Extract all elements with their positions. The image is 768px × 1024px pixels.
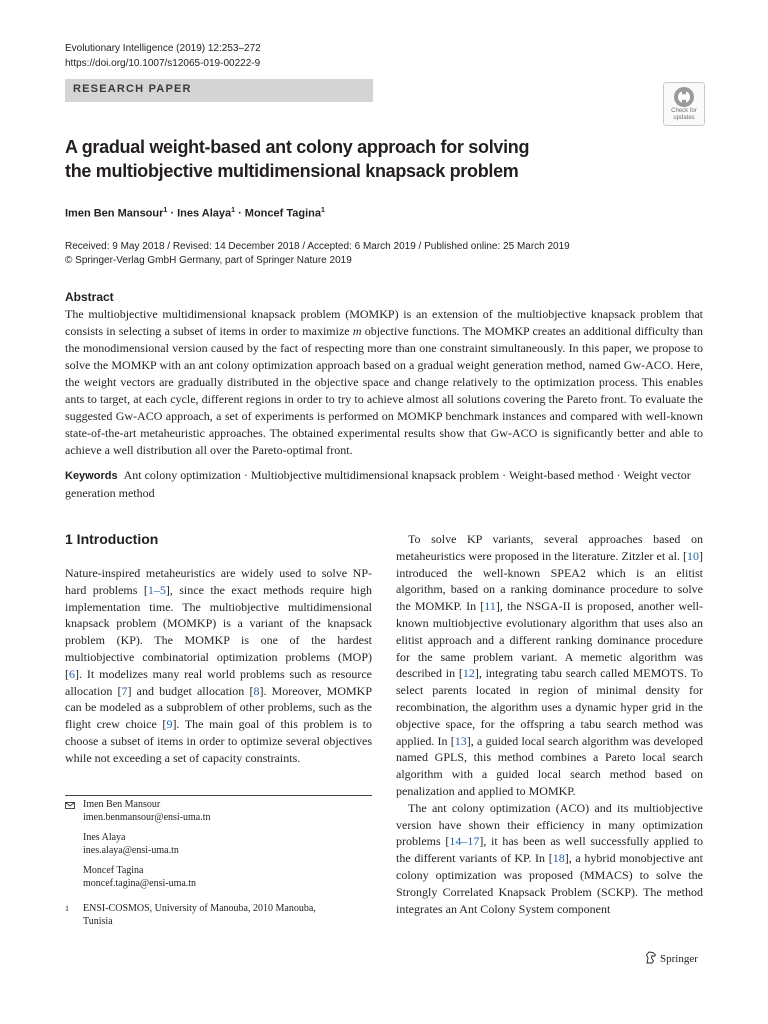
author-name: Ines Alaya xyxy=(177,207,232,220)
author-name: Imen Ben Mansour xyxy=(65,207,164,220)
citation-link[interactable]: 18 xyxy=(552,851,565,866)
section-heading-introduction: 1 Introduction xyxy=(65,531,159,547)
publisher-name: Springer xyxy=(660,953,698,965)
citation-link[interactable]: 11 xyxy=(484,599,496,614)
publisher-logo xyxy=(645,951,698,965)
citation-link[interactable]: 6 xyxy=(69,666,75,681)
affiliation-number: 1 xyxy=(65,904,69,913)
section-label: RESEARCH PAPER xyxy=(73,83,192,95)
citation-link[interactable]: 13 xyxy=(454,733,467,748)
keywords-label: Keywords xyxy=(65,470,118,482)
intro-right-column xyxy=(396,531,703,917)
contact-email[interactable]: moncef.tagina@ensi-uma.tn xyxy=(83,877,197,889)
contact-name: Imen Ben Mansour xyxy=(83,799,161,810)
abstract-heading: Abstract xyxy=(65,290,114,304)
check-for-updates-badge[interactable] xyxy=(663,82,705,126)
citation-link[interactable]: 1–5 xyxy=(147,582,166,597)
keywords xyxy=(65,467,703,502)
abstract-text: The multiobjective multidimensional knapsack problem (MOMKP) is an extension of the multiobjective knapsack problem that consists in selecting a subset of items in order to maximize m objective functions. The MOMKP creates an additional difficulty than the monodimensional version caused by the fact of respecting more than one constraint simultaneously. In this paper, we propose to solve the MOMKP with an ant colony optimization approach based on a gradual weight generation method, named Gw-ACO. Here, the weight vectors are gradually distributed in the objective space and change relatively to the optimization process. This enables ants to target, at each cycle, different regions in order to try to achieve almost all solutions covering the Pareto front. To evaluate the suggested Gw-ACO approach, a set of experiments is performed on MOMKP benchmark instances and compared with well-known state-of-the-art metaheuristic approaches. The obtained experimental results show that Gw-ACO is significantly better and able to achieve a well distribution all over the Pareto-optimal front. xyxy=(65,307,704,458)
copyright-notice: © Springer-Verlag GmbH Germany, part of Springer Nature 2019 xyxy=(65,255,352,266)
check-for-updates-label: Check for updates xyxy=(671,108,697,121)
contact-name: Ines Alaya xyxy=(83,832,126,843)
author-list: Imen Ben Mansour$^1$ · Ines Alaya$^1$ · Moncef Tagina$^1$ xyxy=(65,207,325,220)
author-affil-mark: 1 xyxy=(231,207,236,214)
citation-link[interactable]: 14–17 xyxy=(449,834,480,849)
envelope-icon xyxy=(65,802,75,809)
intro-paragraph: The ant colony optimization (ACO) and its multiobjective version have shown their efficiency in many optimization problems [14–17], it has been as well successfully applied to the different variants of KP. In [18], a hybrid monobjective ant colony optimization was proposed (MMACS) to solve the Strongly Correlated Knapsack Problem (SCKP). The method integrates an Ant Colony System component xyxy=(396,800,704,916)
citation-link[interactable]: 9 xyxy=(166,717,173,732)
contact-entry xyxy=(83,865,196,890)
keywords-list: Ant colony optimization · Multiobjective multidimensional knapsack problem · Weight-based method · Weight vector generation method xyxy=(65,468,691,500)
contact-email[interactable]: ines.alaya@ensi-uma.tn xyxy=(83,844,179,856)
intro-paragraph: Nature-inspired metaheuristics are widely used to solve NP-hard problems [1–5], since the exact methods require high implementation time. The multiobjective multidimensional knapsack problem (MOMKP) is a variant of the knapsack problem (KP). The MOMKP is one of the hardest multiobjective combinatorial optimization problems (MOP) [6]. It modelizes many real world problems such as resource allocation [7] and budget allocation [8]. Moreover, MOMKP can be modeled as a subproblem of other problems, such as the flight crew choice [9]. The main goal of this problem is to choose a subset of items in order to optimize several objectives while not exceeding a set of capacity constraints. xyxy=(65,566,372,765)
contact-name: Moncef Tagina xyxy=(83,865,144,876)
footnote-divider xyxy=(65,795,372,796)
doi-link[interactable]: https://doi.org/10.1007/s12065-019-00222-9 xyxy=(65,58,261,69)
check-for-updates-icon xyxy=(673,86,695,108)
author-affil-mark: 1 xyxy=(163,207,168,214)
citation-link[interactable]: 7 xyxy=(121,683,128,698)
publication-dates: Received: 9 May 2018 / Revised: 14 December 2018 / Accepted: 6 March 2019 / Published online: 25 March 2019 xyxy=(65,241,570,252)
journal-citation: Evolutionary Intelligence (2019) 12:253–272 xyxy=(65,43,261,54)
author-name: Moncef Tagina xyxy=(244,207,321,220)
citation-link[interactable]: 8 xyxy=(253,683,260,698)
contact-email[interactable]: imen.benmansour@ensi-uma.tn xyxy=(83,811,211,823)
affiliation: ENSI-COSMOS, University of Manouba, 2010 Manouba, Tunisia xyxy=(83,903,316,927)
intro-left-column xyxy=(65,565,372,767)
paper-title: A gradual weight-based ant colony approach for solving the multiobjective multidimensional knapsack problem xyxy=(65,137,530,181)
citation-link[interactable]: 12 xyxy=(462,666,475,681)
citation-link[interactable]: 10 xyxy=(687,548,699,563)
intro-paragraph: To solve KP variants, several approaches based on metaheuristics were proposed in the literature. Zitzler et al. [10] introduced the well-known SPEA2 which is an elitist algorithm, based on a ranking dominance procedure to solve the MOMKP. In [11], the NSGA-II is proposed, another well-known multiobjective evolutionary algorithm that uses also an elitist approach and a different ranking dominance procedure for the same problem variant. A memetic algorithm was described in [12], integrating tabu search called MEMOTS. To select parents located in region of minimal density for recombination, the algorithm uses a dynamic hyper grid in the objective space, for the offspring a tabu search method was applied. In [13], a guided local search algorithm was developed named GPLS, this method combines a Pareto local search algorithm with a guided local search method based on penalization and applied to MOMKP. xyxy=(396,532,704,798)
contact-entry xyxy=(83,832,179,857)
springer-horse-icon xyxy=(645,951,657,964)
contact-entry xyxy=(83,799,211,824)
author-affil-mark: 1 xyxy=(321,207,325,214)
